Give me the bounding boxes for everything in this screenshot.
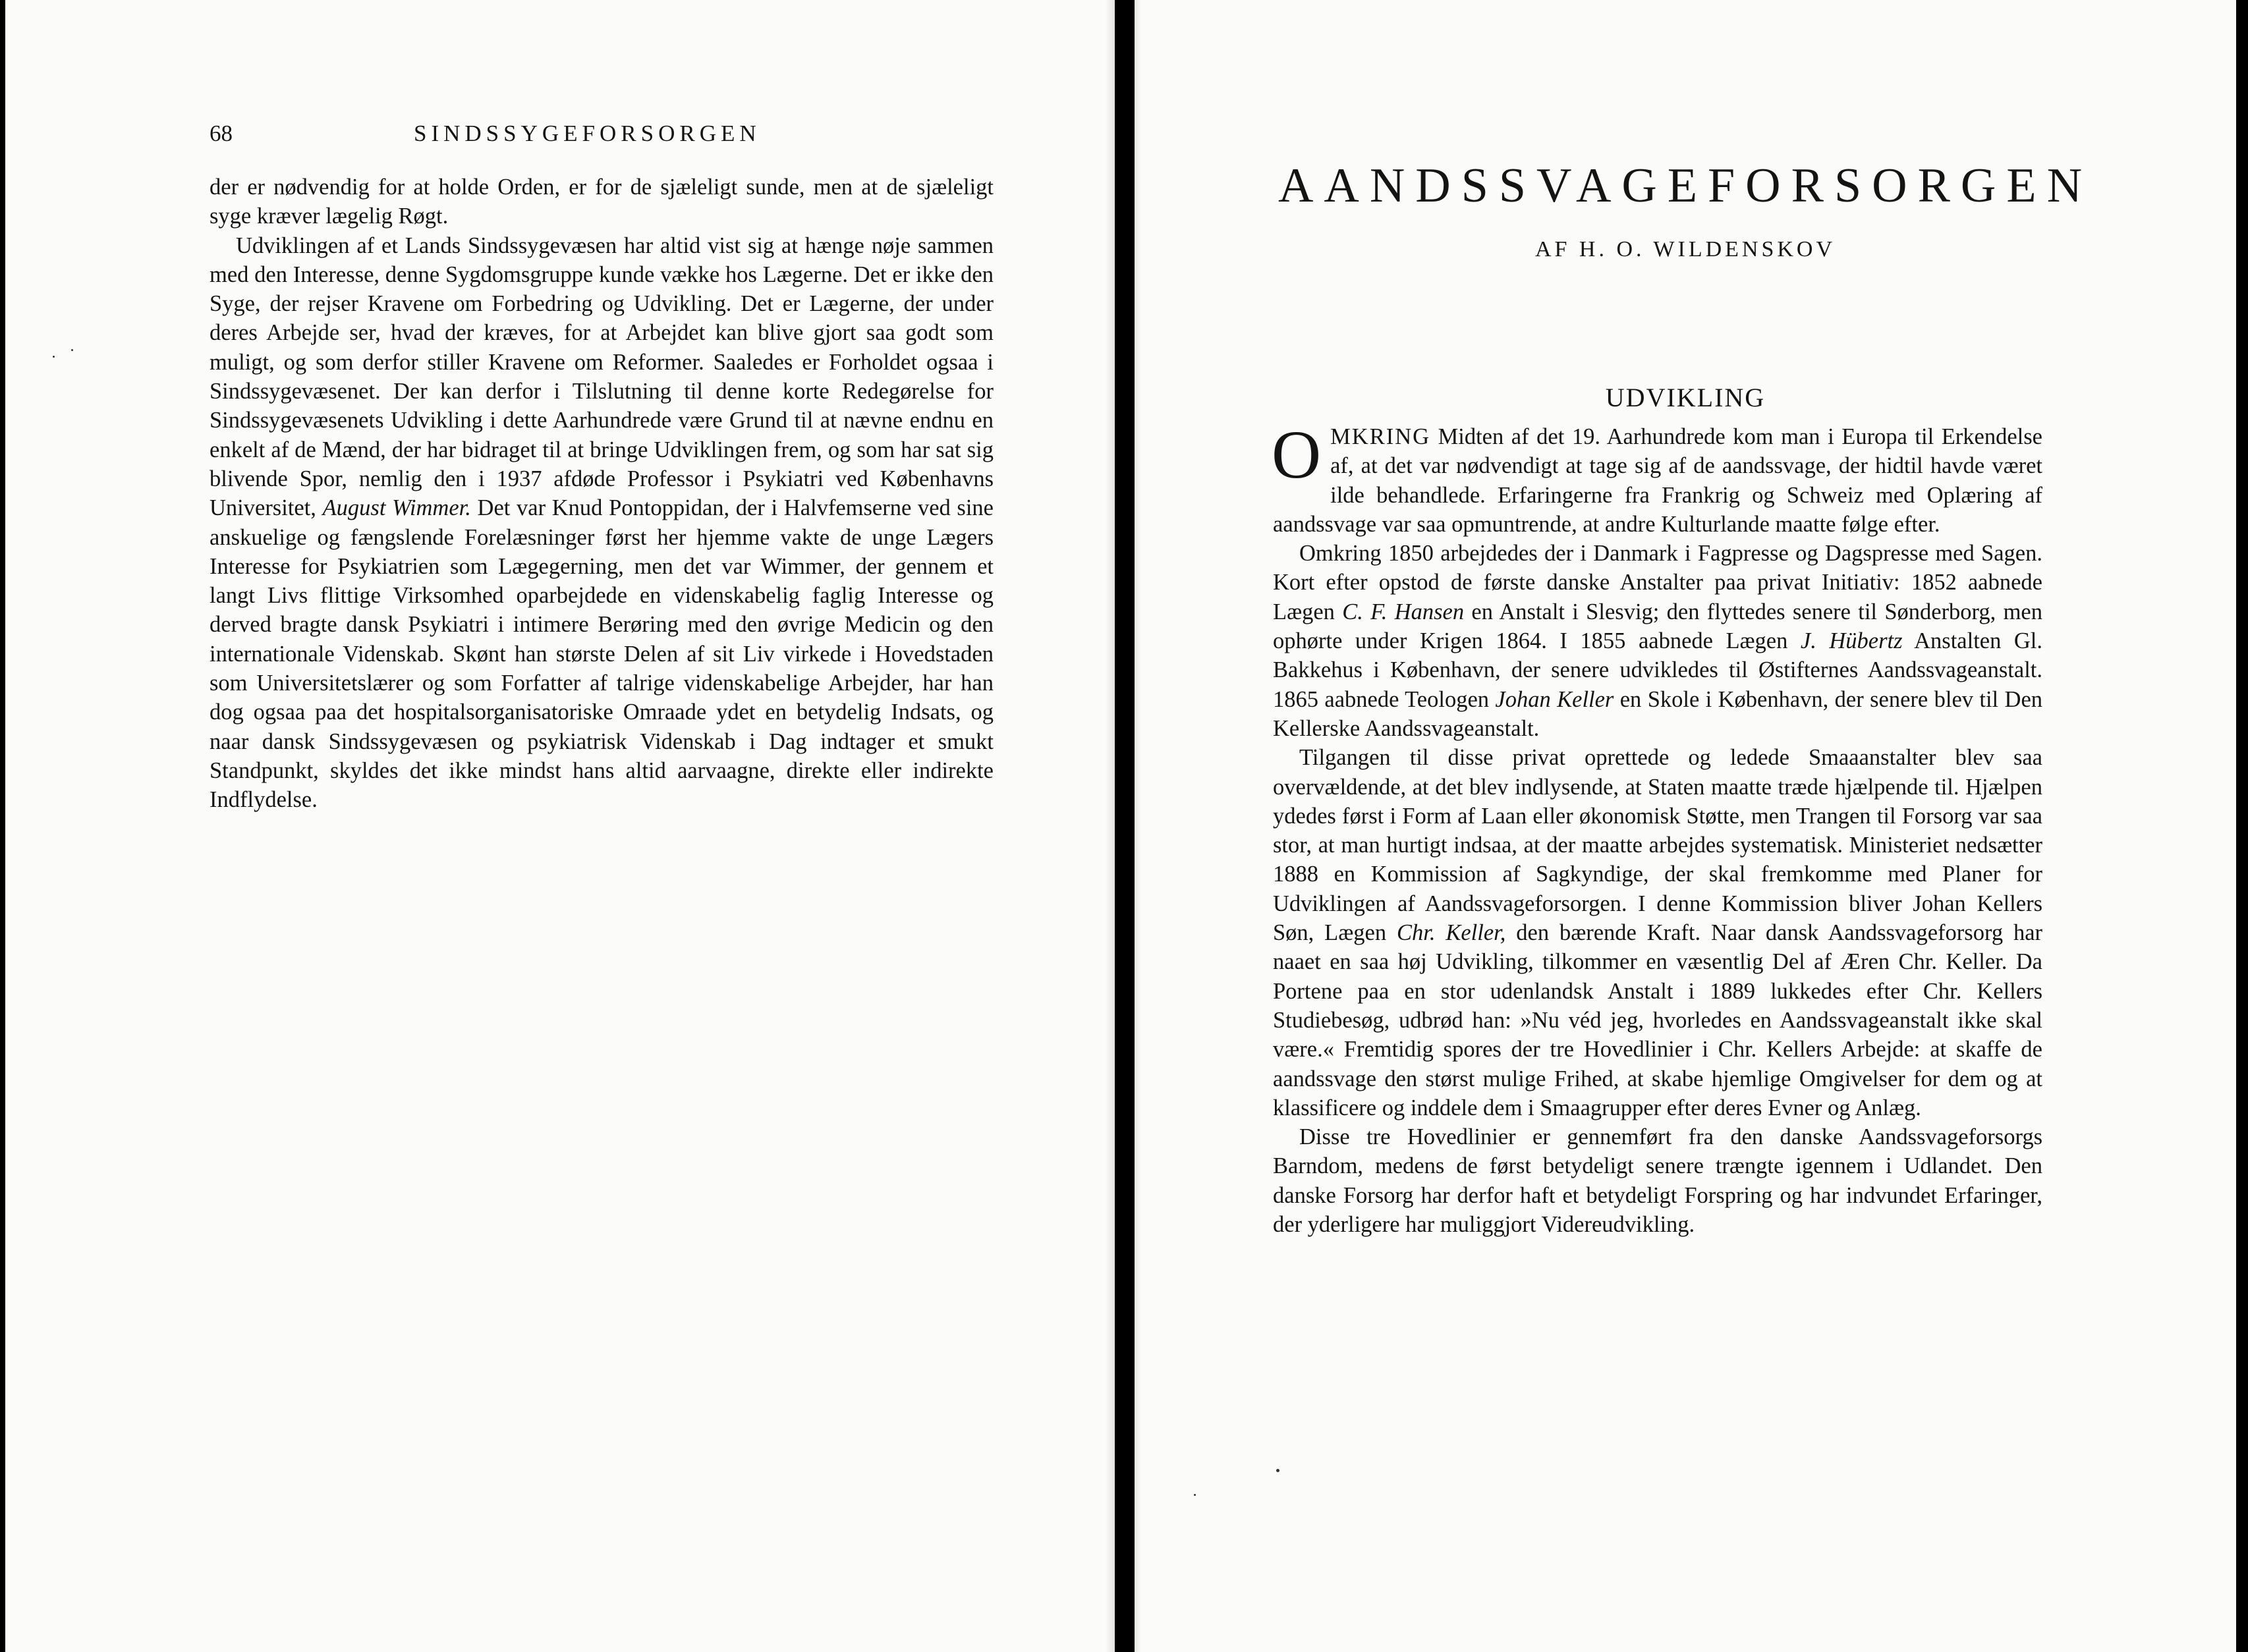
- person-name: Chr. Keller,: [1396, 920, 1506, 946]
- left-body-text: [210, 173, 994, 815]
- page-number: 68: [210, 121, 233, 146]
- paragraph: der er nødvendig for at holde Orden, er for de sjæleligt sunde, men at de sjæleligt syge kræver lægelig Røgt.: [210, 175, 994, 229]
- paragraph-text: Anstalten Gl. Bakkehus i København, der senere udvikledes til Østifternes Aandssvageanstalt. 1865 aabnede Teologen: [1273, 628, 2042, 712]
- first-word: MKRING: [1330, 424, 1431, 449]
- paragraph: [1273, 539, 2042, 743]
- byline: AF H. O. WILDENSKOV: [1534, 237, 1836, 262]
- drop-cap: O: [1272, 417, 1322, 493]
- paragraph-text: Udviklingen af et Lands Sindssygevæsen har altid vist sig at hænge nøje sammen med den Interesse, denne Sygdomsgruppe kunde vække hos Lægerne. Det er ikke den Syge, der rejser Kravene om Forbedring og Udvikling. Det er Lægerne, der under deres Arbejde ser, hvad der kræves, for at Arbejdet kan blive gjort saa godt som muligt, og som derfor stiller Kravene om Reformer. Saaledes er Forholdet ogsaa i Sindssygevæsenet. Der kan derfor i Tilslutning til denne korte Redegørelse for Sindssygevæsenets Udvikling i dette Aarhundrede være Grund til at nævne endnu en enkelt af de Mænd, der har bidraget til at bringe Udviklingen frem, og som har sat sig blivende Spor, nemlig den i 1937 afdøde Professor i Psykiatri ved Københavns Universitet,: [210, 233, 994, 521]
- speck: [1276, 1469, 1279, 1472]
- left-page: [5, 0, 1115, 1652]
- paragraph-text: den bærende Kraft. Naar dansk Aandssvageforsorg har naaet en saa høj Udvikling, tilkommer en væsentlig Del af Æren Chr. Keller. Da Portene paa en stor udenlandsk Anstalt i 1889 lukkedes efter Chr. Kellers Studiebesøg, udbrød han: »Nu véd jeg, hvorledes en Aandssvageanstalt ikke skal være.« Fremtidig spores der tre Hovedlinier i Chr. Kellers Arbejde: at skaffe de aandssvage den størst mulige Frihed, at skabe hjemlige Omgivelser for dem og at klassificere og inddele dem i Smaagrupper efter deres Evner og Anlæg.: [1273, 920, 2042, 1120]
- paragraph: [1273, 743, 2042, 1122]
- speck: [53, 356, 55, 358]
- paragraph-text: en Skole i København, der senere blev til Den Kellerske Aandssvageanstalt.: [1273, 686, 2043, 741]
- person-name: J. Hübertz: [1800, 628, 1903, 654]
- chapter-title: AANDSSVAGEFORSORGEN: [1278, 159, 2093, 213]
- paragraph-text: Det var Knud Pontoppidan, der i Halvfemserne ved sine anskuelige og fængslende Forelæsninger først her hjemme vakte de unge Lægers Interesse for Psykiatrien som Lægegerning, men det var Wimmer, der gennem et langt Livs flittige Virksomhed oparbejdede en videnskabelig faglig Interesse og derved bragte dansk Psykiatri i intimere Berøring med den øvrige Medicin og den internationale Videnskab. Skønt han største Delen af sit Liv virkede i Hovedstaden som Universitetslærer og som Forfatter af talrige videnskabelige Arbejder, har han dog ogsaa paa det hospitalsorganisatoriske Omraade ydet en betydelig Indsats, og naar dansk Sindssygevæsen og psykiatrisk Videnskab i Dag indtager et smukt Standpunkt, skyldes det ikke mindst hans altid aarvaagne, direkte eller indirekte Indflydelse.: [210, 495, 994, 813]
- person-name: C. F. Hansen: [1342, 599, 1465, 624]
- paragraph: Disse tre Hovedlinier er gennemført fra den danske Aandssvageforsorgs Barndom, medens de først betydeligt senere trængte igennem i Udlandet. Den danske Forsorg har derfor haft et betydeligt Forspring og har indvundet Erfaringer, der yderligere har muliggjort Videreudvikling.: [1273, 1124, 2042, 1238]
- paragraph-text: Omkring 1850 arbejdedes der i Danmark i Fagpresse og Dagspresse med Sagen. Kort efter opstod de første danske Anstalter paa privat Initiativ: 1852 aabnede Lægen: [1273, 541, 2042, 624]
- running-head: [210, 121, 1000, 153]
- paragraph: [1272, 417, 2042, 539]
- right-page: [1135, 0, 2236, 1652]
- person-name: Johan Keller: [1495, 686, 1614, 712]
- speck: [71, 349, 73, 351]
- running-title: SINDSSYGEFORSORGEN: [414, 121, 761, 146]
- person-name: August Wimmer.: [322, 495, 471, 521]
- paragraph-text: Tilgangen til disse privat oprettede og ledede Smaaanstalter blev saa overvældende, at det blev indlysende, at Staten maatte træde hjælpende til. Hjælpen ydedes først i Form af Laan eller økonomisk Støtte, men Trangen til Forsorg var saa stor, at man hurtigt indsaa, at der maatte arbejdes systematisk. Ministeriet nedsætter 1888 en Kommission af Sagkyndige, der skal fremkomme med Planer for Udviklingen af Aandssvageforsorgen. I denne Kommission bliver Johan Kellers Søn, Lægen: [1273, 745, 2042, 946]
- paragraph: [210, 231, 994, 815]
- paragraph-text: en Anstalt i Slesvig; den flyttedes senere til Sønderborg, men ophørte under Krigen 1864. I 1855 aabnede Lægen: [1273, 599, 2042, 654]
- paragraph-text: Midten af det 19. Aarhundrede kom man i Europa til Erkendelse af, at det var nødvendigt at tage sig af de aandssvage, der hidtil havde været ilde behandlede. Erfaringerne fra Frankrig og Schweiz med Oplæring af aandssvage var saa opmuntrende, at andre Kulturlande maatte følge efter.: [1273, 424, 2042, 537]
- right-body-text: [1272, 417, 2043, 1239]
- speck: [1194, 1494, 1196, 1496]
- section-heading: UDVIKLING: [1605, 383, 1766, 412]
